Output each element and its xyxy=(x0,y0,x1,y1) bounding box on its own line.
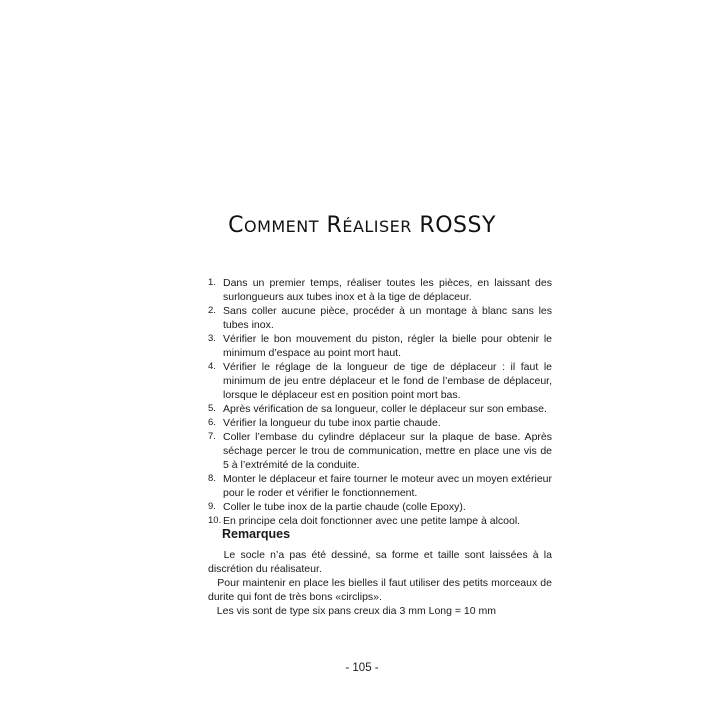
list-item: 6. Vérifier la longueur du tube inox partie chaude. xyxy=(208,417,441,429)
remarks-body xyxy=(208,548,552,618)
list-item: 7. Coller l’embase du cylindre déplaceur sur la plaque de base. Après séchage percer le trou de communication, mettre en place une vis de 5 à l’extrémité de la conduite. xyxy=(208,431,552,471)
remarks-paragraph: Pour maintenir en place les bielles il faut utiliser des petits morceaux de durite qui font de très bons «circlips». xyxy=(208,577,552,603)
list-item: 5. Après vérification de sa longueur, coller le déplaceur sur son embase. xyxy=(208,403,547,415)
title-rest-1: OMMENT xyxy=(243,217,320,236)
list-item: 3. Vérifier le bon mouvement du piston, régler la bielle pour obtenir le minimum d’espace au point mort haut. xyxy=(208,333,552,359)
list-item: 10. En principe cela doit fonctionner avec une petite lampe à alcool. xyxy=(208,515,521,527)
title-cap-2: R xyxy=(326,213,343,238)
remarks-paragraph: Le socle n’a pas été dessiné, sa forme et taille sont laissées à la discrétion du réalisateur. xyxy=(208,549,552,575)
remarks-heading: Remarques xyxy=(222,527,291,541)
list-item: 8. Monter le déplaceur et faire tourner le moteur avec un moyen extérieur pour le roder et vérifier le fonctionnement. xyxy=(208,473,552,499)
title-name: ROSSY xyxy=(419,213,496,238)
remarks-paragraph: Les vis sont de type six pans creux dia 3 mm Long = 10 mm xyxy=(216,605,497,617)
page-title xyxy=(0,213,724,238)
title-cap-1: C xyxy=(228,213,244,238)
list-item: 1. Dans un premier temps, réaliser toutes les pièces, en laissant des surlongueurs aux tubes inox et à la tige de déplaceur. xyxy=(208,277,552,303)
list-item: 4. Vérifier le réglage de la longueur de tige de déplaceur : il faut le minimum de jeu entre déplaceur et le fond de l’embase de déplaceur, lorsque le déplaceur est en position point mort bas. xyxy=(208,361,552,401)
list-item: 9. Coller le tube inox de la partie chaude (colle Epoxy). xyxy=(208,501,466,513)
title-rest-2: ÉALISER xyxy=(342,217,412,236)
page-number: - 105 - xyxy=(345,662,379,674)
steps-list xyxy=(208,276,552,528)
list-item: 2. Sans coller aucune pièce, procéder à un montage à blanc sans les tubes inox. xyxy=(208,305,552,331)
